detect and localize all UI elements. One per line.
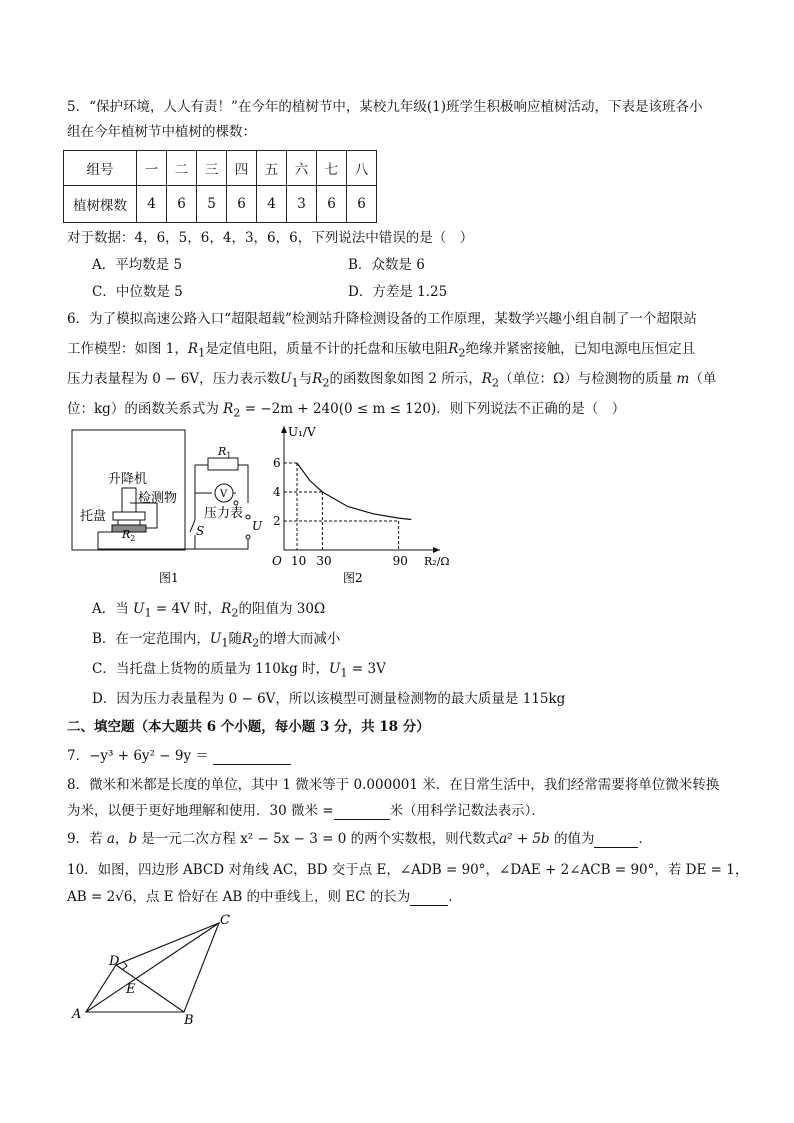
text-span: 为米，以便于更好地理解和使用．30 微米 =: [67, 803, 334, 819]
point-b-label: B: [184, 1013, 194, 1028]
text-span: C．当托盘上货物的质量为 110kg 时，: [92, 661, 330, 677]
text-span: 米（用科学记数法表示）．: [389, 803, 545, 819]
q5-option-d: D．方差是 1.25: [348, 284, 448, 300]
x-tick-label: 90: [392, 554, 408, 568]
switch: [190, 520, 195, 532]
plot-area: [273, 456, 411, 568]
text-span: 压力表量程为 0 − 6V，压力表示数: [67, 371, 281, 387]
q10-line1: 10．如图，四边形 ABCD 对角线 AC，BD 交于点 E，∠ADB = 90°，∠DAE + 2∠ACB = 90°，若 DE = 1，: [67, 862, 749, 878]
q5-option-b: B．众数是 6: [348, 257, 425, 273]
q8-line2: [67, 802, 545, 820]
table-cell: 6: [317, 186, 347, 223]
figure1-caption: 图1: [159, 571, 179, 585]
text-span: 的值为: [553, 831, 595, 847]
text-span: 的增大而减小: [259, 631, 341, 647]
text-span: 位：kg）的函数关系式为: [67, 401, 219, 417]
point-e-label: E: [126, 982, 136, 997]
y-tick-label: 6: [273, 456, 281, 470]
table-cell: 6: [167, 186, 197, 223]
q5-option-c: C．中位数是 5: [92, 284, 183, 300]
curve-u1-vs-r2: [297, 463, 411, 520]
symbol-u1: U: [280, 371, 292, 387]
q10-quadrilateral-figure: [66, 910, 246, 1030]
text-span: 与: [298, 371, 313, 387]
detect-object: [113, 512, 145, 520]
point-a-label: A: [72, 1007, 82, 1022]
y-tick-label: 4: [273, 485, 281, 499]
q6-line2: [67, 340, 695, 363]
table-cell: 4: [257, 186, 287, 223]
symbol-u1: U: [329, 661, 341, 677]
table-header-row: [64, 151, 377, 186]
q10-line2: [67, 888, 462, 906]
terminal: [246, 535, 250, 539]
subscript: 2: [458, 346, 466, 360]
q7: [67, 747, 291, 765]
text-span: = 4V 时，: [155, 601, 222, 617]
wire: [130, 503, 157, 528]
table-cell: 二: [167, 151, 197, 186]
text-span: = 3V: [351, 661, 386, 677]
text-span: B．在一定范围内，: [92, 631, 210, 647]
symbol-u1: U: [133, 601, 145, 617]
text-span: 9．若: [67, 831, 103, 847]
diagonal-ac: [86, 923, 219, 1012]
text-span: 7．−y³ + 6y² − 9y ＝: [67, 748, 209, 764]
text-span: 是一元二次方程 x² − 5x − 3 = 0 的两个实数根，则代数式: [141, 831, 500, 847]
text-span: （单: [689, 371, 717, 387]
table-cell: 一: [137, 151, 167, 186]
point-c-label: C: [220, 913, 230, 928]
text-span: 绝缘并紧密接触，已知电源电压恒定且: [465, 341, 696, 357]
table-cell: 植树棵数: [64, 186, 137, 223]
subscript: 1: [198, 346, 206, 360]
subscript: 2: [491, 376, 500, 390]
figure1-circuit: [70, 425, 270, 595]
lift-piston: [122, 488, 136, 512]
q5-option-a: A．平均数是 5: [92, 257, 183, 273]
terminal: [246, 515, 250, 519]
table-cell: 三: [197, 151, 227, 186]
tray: [118, 520, 140, 525]
subscript: 2: [233, 406, 241, 420]
q6-option-d: D．因为压力表量程为 0 − 6V，所以该模型可测量检测物的最大质量是 115kg: [92, 691, 566, 707]
q5-stem-line1: 5．“保护环境，人人有责！”在今年的植树节中，某校九年级(1)班学生积极响应植树活动，下表是该班各小: [67, 99, 703, 115]
subscript: 1: [340, 666, 348, 680]
text-span: AB = 2√6，点 E 恰好在 AB 的中垂线上，则 EC 的长为: [67, 889, 411, 905]
symbol-a: a: [106, 831, 115, 847]
table-cell: 4: [137, 186, 167, 223]
q6-option-c: [92, 660, 386, 683]
text-span: ，: [114, 831, 129, 847]
table-cell: 3: [287, 186, 317, 223]
q6-line3: [67, 370, 716, 393]
symbol-r1: R: [187, 341, 199, 357]
r2-label: $R_2$: [122, 528, 136, 543]
wire: [98, 532, 195, 549]
text-span: 是定值电阻，质量不计的托盘和压敏电阻: [205, 341, 449, 357]
table-cell: 6: [227, 186, 257, 223]
q5-question: 对于数据：4，6，5，6，4，3，6，6，下列说法中错误的是（ ）: [67, 230, 474, 246]
q6-line1: 6．为了模拟高速公路入口“超限超载”检测站升降检测设备的工作原理，某数学兴趣小组自制了一个超限站: [67, 311, 697, 327]
table-row: [64, 186, 377, 223]
section-title: 二、填空题（本大题共 6 个小题，每小题 3 分，共 18 分）: [67, 719, 430, 735]
tray-label: 托盘: [80, 509, 107, 524]
q6-option-a: [92, 600, 325, 623]
voltmeter-symbol: V: [220, 489, 228, 500]
x-tick-label: 30: [316, 554, 332, 568]
text-span: 的函数图象如图 2 所示，: [329, 371, 482, 387]
symbol-r2: R: [481, 371, 492, 387]
table-cell: 6: [347, 186, 377, 223]
subscript: 2: [322, 376, 330, 390]
point-d-label: D: [109, 954, 120, 969]
origin-label: O: [272, 554, 282, 568]
symbol-b: b: [128, 831, 138, 847]
table-cell: 八: [347, 151, 377, 186]
table-cell: 四: [227, 151, 257, 186]
subscript: 1: [291, 376, 299, 390]
text-span: = −2m + 240(0 ≤ m ≤ 120)．则下列说法不正确的是（ ）: [244, 401, 626, 417]
q6-line4: [67, 400, 625, 423]
y-tick-label: 2: [273, 514, 281, 528]
q9: [67, 830, 652, 848]
figure2-caption: 图2: [343, 571, 363, 585]
switch-label: S: [196, 524, 205, 538]
answer-blank[interactable]: [213, 750, 291, 765]
symbol-r2: R: [448, 341, 459, 357]
resistor-r1: [208, 458, 238, 470]
answer-blank[interactable]: [410, 891, 448, 906]
q8-line1: 8．微米和米都是长度的单位，其中 1 微米等于 0.000001 米．在日常生活中，我们经常需要将单位微米转换: [67, 777, 720, 793]
table-cell: 5: [197, 186, 227, 223]
figure2-graph: [262, 422, 462, 594]
q6-option-b: [92, 630, 340, 653]
answer-blank[interactable]: [334, 805, 390, 820]
q5-stem-line2: 组在今年植树节中植树的棵数：: [67, 124, 256, 140]
object-label: 检测物: [138, 491, 178, 506]
text-span: ．: [448, 889, 462, 905]
y-axis-arrow: [281, 426, 287, 433]
symbol-r2: R: [241, 631, 253, 647]
symbol-r2: R: [223, 401, 234, 417]
subscript: 2: [231, 606, 239, 620]
table-cell: 七: [317, 151, 347, 186]
x-axis-label: R₂/Ω: [424, 555, 450, 568]
lift-label: 升降机: [108, 472, 148, 487]
gauge-label: 压力表: [204, 506, 244, 521]
y-axis-label: U₁/V: [288, 425, 316, 439]
x-tick-label: 10: [291, 554, 307, 568]
x-axis-arrow: [433, 547, 440, 553]
source-label: U: [252, 519, 263, 533]
table-cell: 六: [287, 151, 317, 186]
text-span: ．: [638, 831, 652, 847]
text-span: A．当: [92, 601, 129, 617]
subscript: 1: [144, 606, 152, 620]
q5-tree-table: [63, 150, 377, 223]
expression: a² + 5b: [499, 831, 550, 847]
subscript: 2: [252, 636, 260, 650]
answer-blank[interactable]: [594, 833, 638, 848]
symbol-m: m: [676, 371, 690, 387]
symbol-r2: R: [221, 601, 232, 617]
text-span: （单位：Ω）与检测物的质量: [499, 371, 673, 387]
table-cell: 五: [257, 151, 287, 186]
text-span: 工作模型：如图 1，: [67, 341, 188, 357]
subscript: 1: [221, 636, 229, 650]
r1-label: $R_1$: [218, 445, 232, 460]
symbol-u1: U: [209, 631, 222, 647]
text-span: 随: [228, 631, 242, 647]
text-span: 的阻值为 30Ω: [238, 601, 326, 617]
table-cell: 组号: [64, 151, 137, 186]
symbol-r2: R: [312, 371, 323, 387]
terminal: [234, 501, 238, 505]
